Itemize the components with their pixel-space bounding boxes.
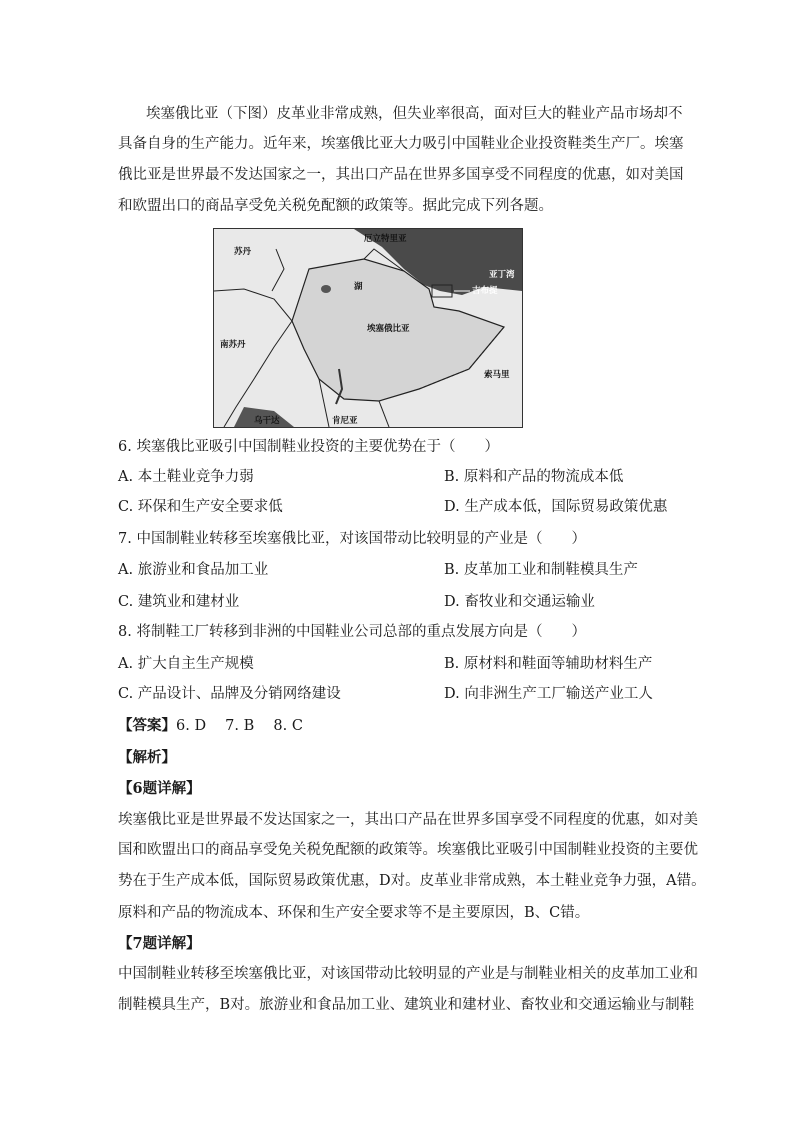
label-sudan: 苏丹 (234, 247, 252, 257)
intro-line-4: 和欧盟出口的商品享受免关税免配额的政策等。据此完成下列各题。 (118, 198, 553, 214)
q6-option-b: B. 原料和产品的物流成本低 (444, 469, 624, 485)
q8-option-d: D. 向非洲生产工厂输送产业工人 (444, 686, 653, 702)
label-kenya: 肯尼亚 (332, 416, 358, 426)
ethiopia-map (213, 228, 523, 428)
question-6-stem: 6. 埃塞俄比亚吸引中国制鞋业投资的主要优势在于（ ） (118, 439, 499, 455)
q8-option-c: C. 产品设计、品牌及分销网络建设 (118, 686, 341, 702)
question-7-stem: 7. 中国制鞋业转移至埃塞俄比亚，对该国带动比较明显的产业是（ ） (118, 531, 586, 547)
analysis-label: 【解析】 (118, 749, 176, 766)
q7-detail-line-1: 中国制鞋业转移至埃塞俄比亚，对该国带动比较明显的产业是与制鞋业相关的皮革加工业和 (118, 966, 698, 982)
label-gulf-aden: 亚丁湾 (489, 270, 515, 280)
label-uganda: 乌干达 (254, 416, 280, 426)
answer-text: 6. D 7. B 8. C (176, 718, 303, 734)
label-lake: 湖 (354, 282, 363, 292)
q7-detail-title: 【7题详解】 (118, 935, 201, 952)
q6-option-c: C. 环保和生产安全要求低 (118, 499, 283, 515)
q6-detail-title: 【6题详解】 (118, 780, 201, 797)
q7-option-b: B. 皮革加工业和制鞋模具生产 (444, 562, 638, 578)
intro-line-1: 埃塞俄比亚（下图）皮革业非常成熟，但失业率很高，面对巨大的鞋业产品市场却不 (146, 106, 683, 122)
answer-label: 【答案】 (118, 717, 176, 734)
question-8-stem: 8. 将制鞋工厂转移到非洲的中国鞋业公司总部的重点发展方向是（ ） (118, 624, 586, 640)
label-djibouti: 吉布提 (472, 286, 498, 296)
intro-line-3: 俄比亚是世界最不发达国家之一，其出口产品在世界多国享受不同程度的优惠，如对美国 (118, 167, 684, 183)
label-ethiopia: 埃塞俄比亚 (367, 324, 410, 334)
q8-option-a: A. 扩大自主生产规模 (118, 656, 254, 672)
label-south-sudan: 南苏丹 (220, 340, 246, 350)
q7-option-c: C. 建筑业和建材业 (118, 594, 240, 610)
intro-line-2: 具备自身的生产能力。近年来，埃塞俄比亚大力吸引中国鞋业企业投资鞋类生产厂。埃塞 (118, 136, 684, 152)
q7-option-d: D. 畜牧业和交通运输业 (444, 594, 595, 610)
label-eritrea: 厄立特里亚 (364, 234, 407, 244)
q6-detail-line-2: 国和欧盟出口的商品享受免关税免配额的政策等。埃塞俄比亚吸引中国制鞋业投资的主要优 (118, 842, 698, 858)
q6-option-d: D. 生产成本低，国际贸易政策优惠 (444, 499, 668, 515)
q7-detail-line-2: 制鞋模具生产，B对。旅游业和食品加工业、建筑业和建材业、畜牧业和交通运输业与制鞋 (118, 997, 695, 1013)
q8-option-b: B. 原材料和鞋面等辅助材料生产 (444, 656, 653, 672)
label-somalia: 索马里 (484, 370, 510, 380)
q6-detail-line-4: 原料和产品的物流成本、环保和生产安全要求等不是主要原因，B、C错。 (118, 905, 590, 921)
q6-option-a: A. 本土鞋业竞争力弱 (118, 469, 254, 485)
answer-line (118, 716, 303, 736)
q6-detail-line-3: 势在于生产成本低，国际贸易政策优惠，D对。皮革业非常成熟，本土鞋业竞争力强，A错。 (118, 873, 706, 889)
q7-option-a: A. 旅游业和食品加工业 (118, 562, 269, 578)
q6-detail-line-1: 埃塞俄比亚是世界最不发达国家之一，其出口产品在世界多国享受不同程度的优惠，如对美 (118, 812, 698, 828)
